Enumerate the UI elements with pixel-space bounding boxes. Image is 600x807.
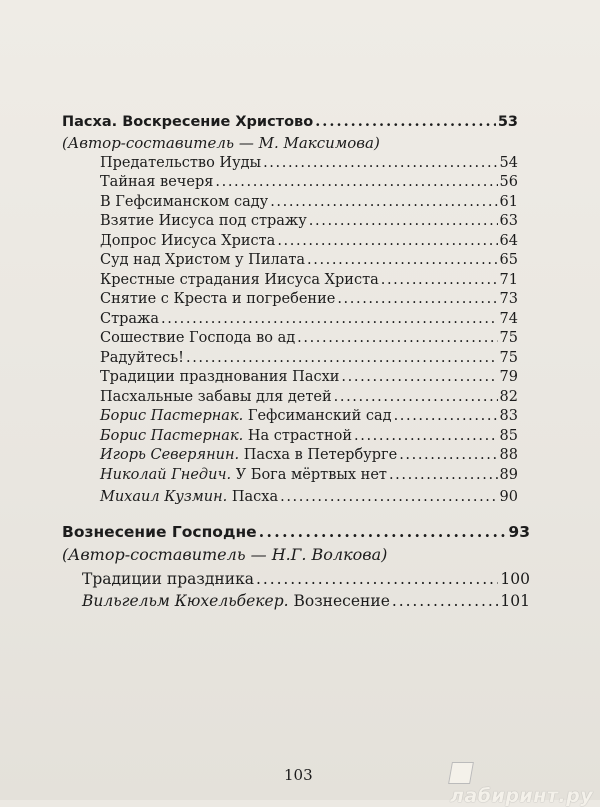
section-page: 53 <box>497 114 518 130</box>
toc-entry <box>100 467 518 483</box>
toc-entry <box>100 233 518 249</box>
entry-author: Вильгельм Кюхельбекер. <box>82 592 289 610</box>
entry-page: 75 <box>499 350 518 366</box>
leader-dots <box>354 428 498 444</box>
toc-entry <box>100 174 518 190</box>
section-title: Вознесение Господне <box>62 523 257 541</box>
leader-dots <box>337 291 497 307</box>
entry-author: Михаил Кузмин. <box>100 489 228 505</box>
toc-entry <box>100 213 518 229</box>
leader-dots <box>315 113 496 130</box>
watermark-text: лабиринт.ру <box>450 785 594 807</box>
entry-page: 65 <box>499 252 518 268</box>
entry-title: Вознесение <box>293 592 390 610</box>
entry-author: Борис Пастернак. <box>100 408 244 424</box>
entry-page: 64 <box>499 233 518 249</box>
labirint-logo-icon <box>448 762 474 784</box>
toc-entry <box>100 330 518 346</box>
toc-entry <box>82 570 530 588</box>
toc-entry <box>100 155 518 171</box>
entry-title: Тайная вечеря <box>100 174 214 190</box>
leader-dots <box>399 447 497 463</box>
entry-author: Николай Гнедич. <box>100 467 232 483</box>
entry-title: Взятие Иисуса под стражу <box>100 213 307 229</box>
toc-entry <box>100 291 518 307</box>
leader-dots <box>381 272 498 288</box>
leader-dots <box>186 350 498 366</box>
toc-entry <box>100 389 518 405</box>
leader-dots <box>256 570 498 588</box>
entry-page: 100 <box>500 570 530 588</box>
toc-entry <box>100 272 518 288</box>
entry-page: 101 <box>500 592 530 610</box>
entry-title: Пасхальные забавы для детей <box>100 389 332 405</box>
page-number: 103 <box>284 766 313 784</box>
entry-page: 74 <box>499 311 518 327</box>
leader-dots <box>309 213 498 229</box>
entry-title: Гефсиманский сад <box>247 408 392 424</box>
entry-title: Пасха в Петербурге <box>243 447 398 463</box>
section-title: Пасха. Воскресение Христово <box>62 114 314 130</box>
entry-title: Сошествие Господа во ад <box>100 330 296 346</box>
entry-page: 56 <box>499 174 518 190</box>
entry-page: 73 <box>499 291 518 307</box>
leader-dots <box>334 389 498 405</box>
leader-dots <box>277 233 497 249</box>
entry-page: 71 <box>499 272 518 288</box>
entry-title: Традиции празднования Пасхи <box>100 369 340 385</box>
entry-author: Борис Пастернак. <box>100 428 244 444</box>
toc-entry <box>100 447 518 463</box>
entry-title: Допрос Иисуса Христа <box>100 233 276 249</box>
toc-entry <box>100 369 518 385</box>
entry-title: Крестные страдания Иисуса Христа <box>100 272 379 288</box>
leader-dots <box>280 489 497 505</box>
entry-title: Предательство Иуды <box>100 155 262 171</box>
section-heading <box>62 113 518 130</box>
entry-author: Игорь Северянин. <box>100 447 240 463</box>
entry-page: 61 <box>499 194 518 210</box>
entry-title: Радуйтесь! <box>100 350 184 366</box>
entry-title: Снятие с Креста и погребение <box>100 291 336 307</box>
toc-entry <box>100 252 518 268</box>
entry-page: 88 <box>499 447 518 463</box>
leader-dots <box>259 522 507 541</box>
toc-entry <box>100 489 518 505</box>
leader-dots <box>263 155 497 171</box>
leader-dots <box>215 174 497 190</box>
section-author: (Автор-составитель — Н.Г. Волкова) <box>62 545 388 564</box>
toc-entry <box>100 311 518 327</box>
entry-page: 82 <box>499 389 518 405</box>
leader-dots <box>307 252 498 268</box>
entry-page: 90 <box>499 489 518 505</box>
section-author: (Автор-составитель — М. Максимова) <box>62 134 380 152</box>
watermark-logo <box>450 762 600 807</box>
entry-page: 54 <box>499 155 518 171</box>
entry-title: У Бога мёртвых нет <box>235 467 387 483</box>
leader-dots <box>392 592 499 610</box>
entry-title: На страстной <box>247 428 353 444</box>
entry-title: Стража <box>100 311 160 327</box>
entry-page: 89 <box>499 467 518 483</box>
entry-title: Пасха <box>231 489 279 505</box>
toc-entry <box>100 194 518 210</box>
leader-dots <box>394 408 498 424</box>
leader-dots <box>297 330 497 346</box>
entry-title: В Гефсиманском саду <box>100 194 269 210</box>
entry-page: 83 <box>499 408 518 424</box>
toc-entry <box>100 408 518 424</box>
leader-dots <box>161 311 498 327</box>
entry-page: 75 <box>499 330 518 346</box>
section-page: 93 <box>508 523 530 541</box>
toc-entry <box>100 428 518 444</box>
toc-entry <box>82 592 530 610</box>
section-heading <box>62 522 530 541</box>
entry-title: Традиции праздника <box>82 570 255 588</box>
leader-dots <box>389 467 498 483</box>
leader-dots <box>270 194 497 210</box>
leader-dots <box>341 369 497 385</box>
entry-page: 63 <box>499 213 518 229</box>
toc-entry <box>100 350 518 366</box>
entry-page: 79 <box>499 369 518 385</box>
entry-title: Суд над Христом у Пилата <box>100 252 306 268</box>
entry-page: 85 <box>499 428 518 444</box>
